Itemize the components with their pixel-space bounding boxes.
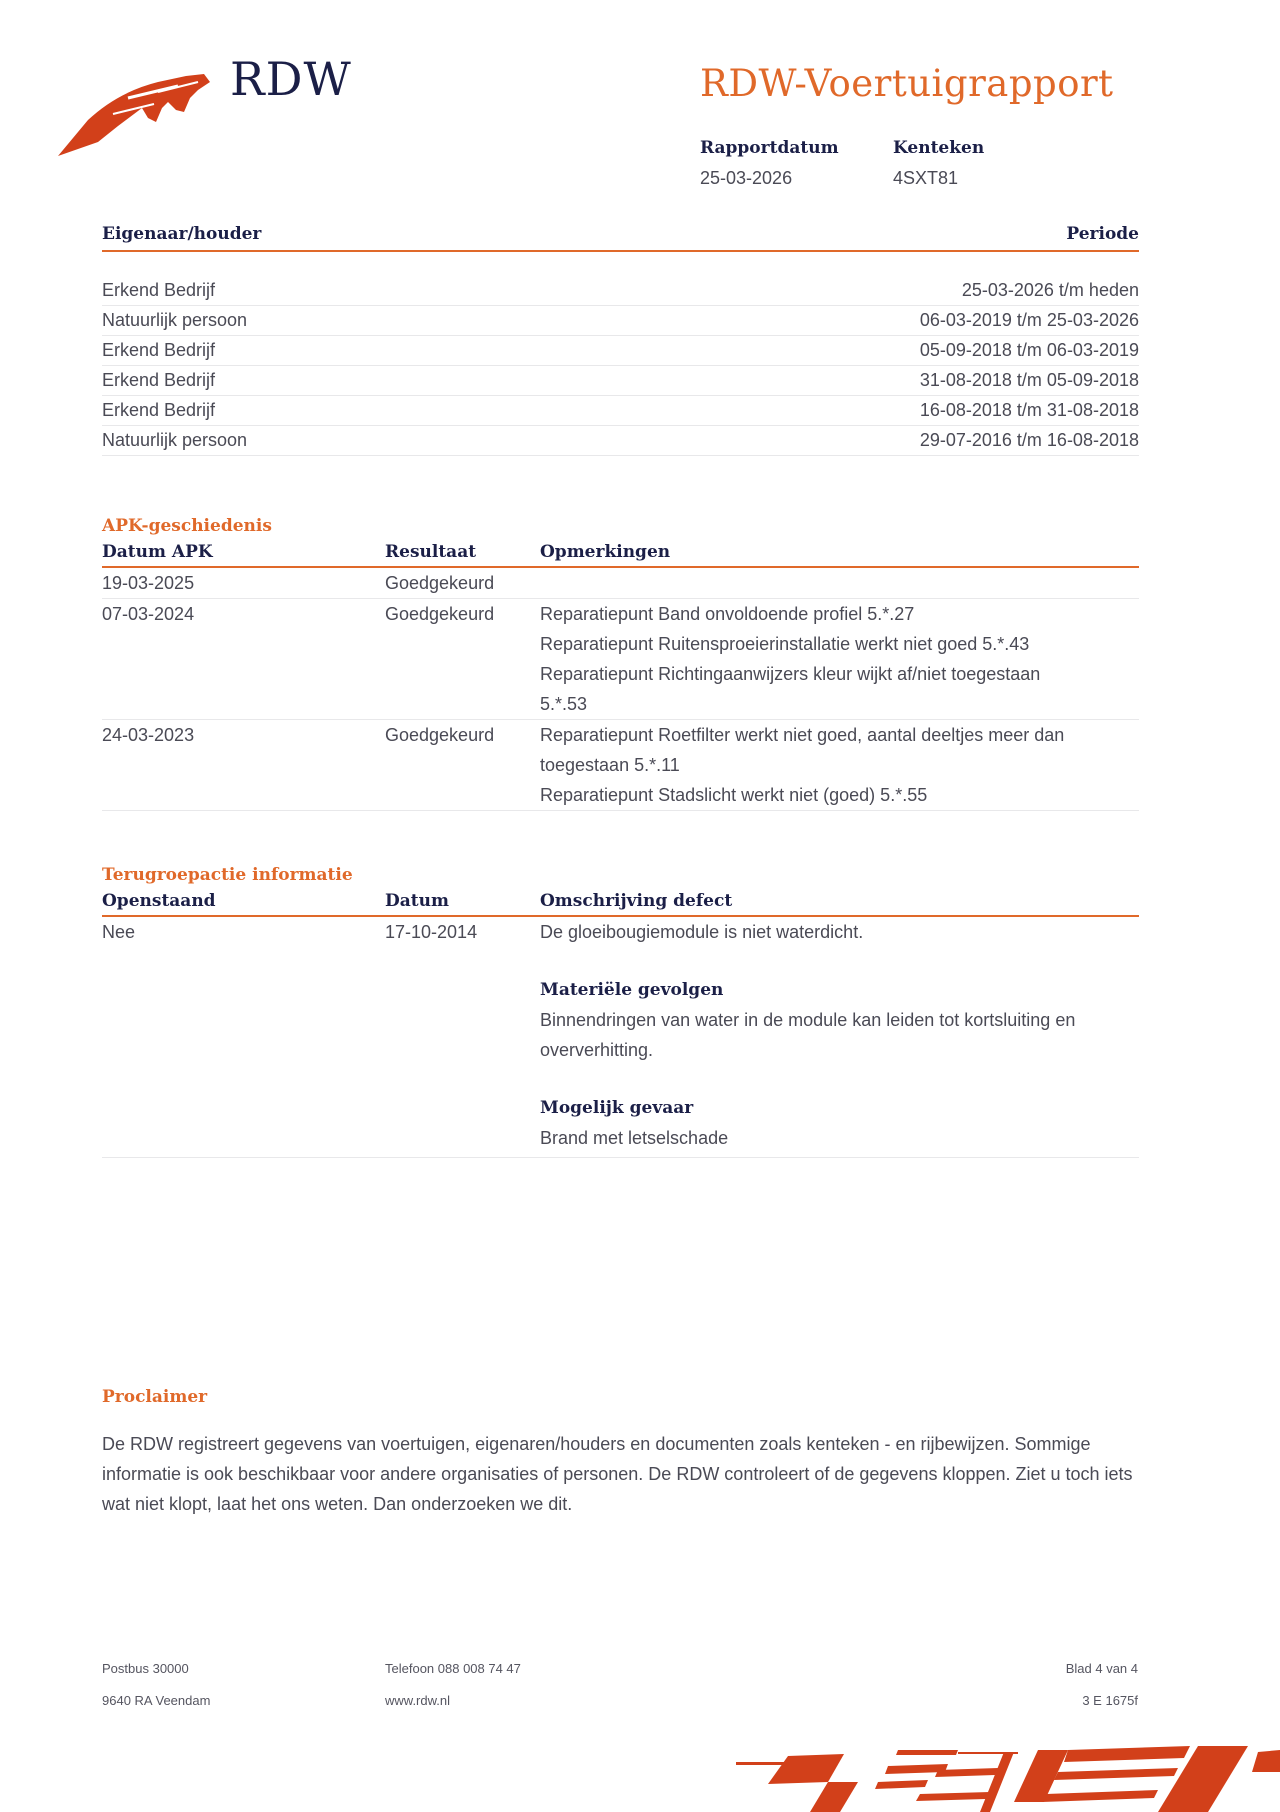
logo-wordmark: RDW [230, 52, 352, 106]
recall-open-value: Nee [102, 922, 136, 942]
owner-period: 31-08-2018 t/m 05-09-2018 [919, 370, 1139, 390]
apk-remark: Reparatiepunt Ruitensproeierinstallatie werkt niet goed 5.*.43 [540, 634, 1030, 654]
recall-section-title: Terugroepactie informatie [102, 865, 353, 885]
decorative-stripes-icon [728, 1742, 1280, 1812]
table-row [102, 568, 1139, 599]
recall-defect-text: De gloeibougiemodule is niet waterdicht. [540, 922, 864, 942]
report-date-block [700, 138, 839, 189]
table-row [102, 366, 1139, 396]
material-consequences-label: Materiële gevolgen [540, 980, 724, 1000]
table-row [102, 599, 1139, 720]
footer-page-number: Blad 4 van 4 [1065, 1661, 1138, 1676]
apk-result: Goedgekeurd [385, 604, 495, 624]
recall-description [540, 917, 1139, 1153]
owner-type: Natuurlijk persoon [102, 430, 248, 450]
footer-address-line2: 9640 RA Veendam [102, 1693, 211, 1708]
material-consequences-text: Binnendringen van water in de module kan leiden tot kortsluiting en oververhitting. [540, 1010, 1076, 1060]
apk-result: Goedgekeurd [385, 725, 495, 745]
license-plate-label: Kenteken [893, 138, 985, 158]
possible-danger-label: Mogelijk gevaar [540, 1098, 694, 1118]
period-column-header: Periode [1066, 224, 1139, 244]
table-row [102, 426, 1139, 456]
report-date-value: 25-03-2026 [700, 168, 793, 188]
apk-date: 07-03-2024 [102, 604, 195, 624]
recall-info-table [102, 865, 1139, 1158]
owner-history-table [102, 224, 1139, 456]
apk-table-header [102, 542, 1139, 568]
footer-address-line1: Postbus 30000 [102, 1661, 189, 1676]
apk-remarks [540, 568, 1139, 598]
rdw-logo-icon [58, 52, 218, 162]
license-plate-block [893, 138, 984, 189]
table-row [102, 396, 1139, 426]
apk-remark: Reparatiepunt Stadslicht werkt niet (goed) 5.*.55 [540, 785, 928, 805]
owner-type: Erkend Bedrijf [102, 340, 216, 360]
apk-result-header: Resultaat [385, 542, 477, 562]
possible-danger-text: Brand met letselschade [540, 1128, 729, 1148]
recall-description-header: Omschrijving defect [540, 891, 733, 911]
owner-type: Erkend Bedrijf [102, 280, 216, 300]
footer-phone: Telefoon 088 008 74 47 [385, 1661, 521, 1676]
owner-period: 05-09-2018 t/m 06-03-2019 [919, 340, 1139, 360]
apk-remark: Reparatiepunt Richtingaanwijzers kleur wijkt af/niet toegestaan 5.*.53 [540, 664, 1041, 714]
apk-date: 24-03-2023 [102, 725, 195, 745]
report-date-label: Rapportdatum [700, 138, 839, 158]
owner-type: Natuurlijk persoon [102, 310, 248, 330]
recall-date-header: Datum [385, 891, 449, 911]
owner-period: 25-03-2026 t/m heden [961, 280, 1139, 300]
table-row [102, 917, 1139, 1158]
table-row [102, 720, 1139, 811]
owner-period: 29-07-2016 t/m 16-08-2018 [919, 430, 1139, 450]
table-row [102, 336, 1139, 366]
apk-remarks [540, 599, 1139, 719]
owner-type: Erkend Bedrijf [102, 370, 216, 390]
owner-period: 06-03-2019 t/m 25-03-2026 [919, 310, 1139, 330]
recall-date-value: 17-10-2014 [385, 922, 478, 942]
apk-remark: Reparatiepunt Band onvoldoende profiel 5.*.27 [540, 604, 915, 624]
report-title: RDW-Voertuigrapport [700, 62, 1114, 105]
owner-period: 16-08-2018 t/m 31-08-2018 [919, 400, 1139, 420]
apk-remark: Reparatiepunt Roetfilter werkt niet goed, aantal deeltjes meer dan toegestaan 5.*.11 [540, 725, 1065, 775]
owner-table-header [102, 224, 1139, 252]
table-row [102, 276, 1139, 306]
apk-date: 19-03-2025 [102, 573, 195, 593]
owner-column-header: Eigenaar/houder [102, 224, 262, 244]
apk-date-header: Datum APK [102, 542, 213, 562]
apk-history-table [102, 516, 1139, 811]
proclaimer-title: Proclaimer [102, 1387, 208, 1407]
owner-type: Erkend Bedrijf [102, 400, 216, 420]
apk-remarks [540, 720, 1139, 810]
apk-result: Goedgekeurd [385, 573, 495, 593]
footer-website[interactable]: www.rdw.nl [385, 1693, 451, 1708]
apk-remarks-header: Opmerkingen [540, 542, 671, 562]
license-plate-value: 4SXT81 [893, 168, 959, 188]
table-row [102, 306, 1139, 336]
proclaimer-section [102, 1387, 1142, 1519]
proclaimer-text: De RDW registreert gegevens van voertuigen, eigenaren/houders en documenten zoals kenteken - en rijbewijzen. Sommige informatie is ook beschikbaar voor andere organisaties of personen. De RDW controleert of de gegevens kloppen. Ziet u toch iets wat niet klopt, laat het ons weten. Dan onderzoeken we dit. [102, 1434, 1133, 1514]
apk-section-title: APK-geschiedenis [102, 516, 272, 536]
recall-table-header [102, 891, 1139, 917]
footer-document-code: 3 E 1675f [1082, 1693, 1138, 1708]
recall-open-header: Openstaand [102, 891, 216, 911]
